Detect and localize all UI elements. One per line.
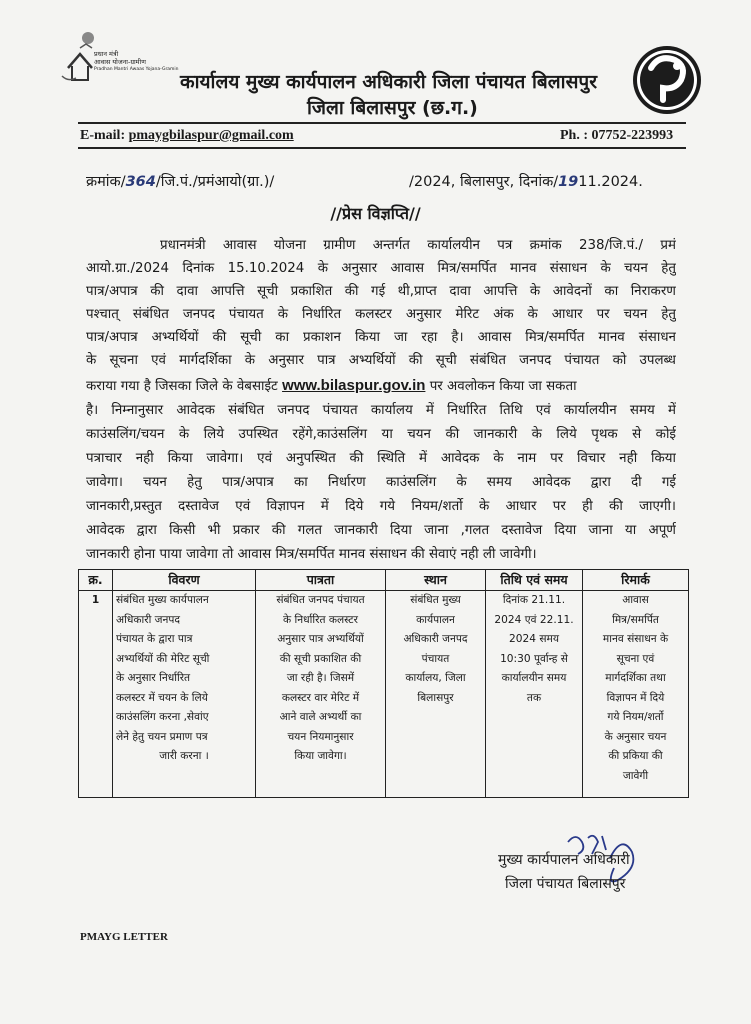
body-line: प्रधानमंत्री आवास योजना ग्रामीण अन्तर्गत कार्यालयीन पत्र क्रमांक 238/जि.पं./ प्रमं [160,238,676,253]
header-rule [78,122,686,124]
body-line: काउंसलिंग/चयन के लिये उपस्थित रहेंगे,काउंसलिंग या चयन की जानकारी के लिये पृथक से कोई [86,427,676,442]
body-line: जावेगा। चयन हेतु पात्र/अपात्र का निर्धारण काउंसलिंग के समय आवेदक द्वारा दी गई [86,475,676,490]
col-header-sn: क्र. [79,570,113,591]
body-line: के सूचना एवं मार्गदर्शिका के अनुसार पात्र अभ्यर्थियों की सूची संबंधित जनपद पंचायत को उपलब्ध [86,353,676,368]
district-title: जिला बिलासपुर (छ.ग.) [307,97,478,119]
col-header-sthan: स्थान [386,570,486,591]
cell-sn: 1 [79,591,113,798]
cell-tithi: दिनांक 21.11. 2024 एवं 22.11. 2024 समय 10:30 पूर्वान्ह से कार्यालयीन समय तक [486,591,583,798]
cell-vivaran: संबंधित मुख्य कार्यपालन अधिकारी जनपद पंचायत के द्वारा पात्र अभ्यर्थियों की मेरिट सूची के अनुसार निर्धारित कलस्टर में चयन के लिये काउंसलिंग करना ,सेवांए लेने हेतु चयन प्रमाण पत्र जारी करना । [113,591,256,798]
jila-panchayat-logo [631,44,703,116]
col-header-tithi: तिथि एवं समय [486,570,583,591]
email-line [80,128,294,144]
body-line: आयो.ग्रा./2024 दिनांक 15.10.2024 के अनुसार आवास मित्र/समर्पित मानव संसाधन के चयन हेतु [86,261,676,276]
pi-emblem-icon [631,44,703,116]
cell-patrata: संबंधित जनपद पंचायत के निर्धारित कलस्टर अनुसार पात्र अभ्यर्थियों की सूची प्रकाशित की जा रही है। जिसमें कलस्टर वार मेरिट में आने वाले अभ्यर्थी का चयन नियमानुसार किया जावेगा। [256,591,386,798]
cell-sthan: संबंधित मुख्य कार्यपालन अधिकारी जनपद पंचायत कार्यालय, जिला बिलासपुर [386,591,486,798]
table-row [79,591,689,798]
pmay-logo [58,28,179,98]
signatory-designation: मुख्य कार्यपालन अधिकारी [498,852,630,868]
office-title: कार्यालय मुख्य कार्यपालन अधिकारी जिला पंचायत बिलासपुर [180,71,597,93]
body-line-website: कराया गया है जिसका जिले के वेबसाईट www.bilaspur.gov.in पर अवलोकन किया जा सकता [86,377,577,394]
body-line: आवेदक द्वारा किसी भी प्रकार की गलत जानकारी दिया जाना ,गलत दस्तावेज दिया जाना या अपूर्ण [86,523,676,538]
body-line: पात्र/अपात्र अभ्यर्थियों की सूची का प्रकाशन किया जा रहा है। आवास मित्र/समर्पित मानव संसाधन [86,330,676,345]
cell-remark: आवास मित्र/समर्पित मानव संसाधन के सूचना एवं मार्गदर्शिका तथा विज्ञापन में दिये गये नियम/शर्तो के अनुसार चयन की प्रकिया की जावेगी [583,591,689,798]
handwritten-day: 19 [558,174,579,190]
col-header-patrata: पात्रता [256,570,386,591]
footer-label: PMAYG LETTER [80,931,168,943]
signatory-office: जिला पंचायत बिलासपुर [505,876,626,892]
press-release-title: //प्रेस विज्ञप्ति// [330,204,421,223]
col-header-vivaran: विवरण [113,570,256,591]
table-header-row [79,570,689,591]
col-header-remark: रिमार्क [583,570,689,591]
body-line: पश्चात् संबंधित जनपद पंचायत के निर्धारित कलस्टर अनुसार मेरिट अंक के आधार पर चयन हेतु [86,307,676,322]
body-line: जानकारी,प्रस्तुत दस्तावेज एवं विज्ञापन में दिये गये नियम/शर्तो के आधार पर ही की जाएगी। [86,499,676,514]
body-line: पात्र/अपात्र की दावा आपत्ति सूची प्रकाशित की गई थी,प्राप्त दावा आपत्ति के आवेदनों का निराकरण [86,284,676,299]
counselling-table [78,569,689,798]
logo-line-2: आवास योजना-ग्रामीण [94,58,146,66]
reference-date: /2024, बिलासपुर, दिनांक/1911.2024. [409,174,643,190]
body-line: है। निम्नानुसार आवेदक संबंधित जनपद पंचायत कार्यालय में निर्धारित तिथि एवं कार्यालयीन समय में [86,403,676,418]
contact-rule [78,147,686,149]
reference-number: क्रमांक/364/जि.पं./प्रमंआयो(ग्रा.)/ [86,174,275,190]
website-link[interactable]: www.bilaspur.gov.in [282,377,426,394]
phone-number: Ph. : 07752-223993 [560,128,674,143]
email-label: E-mail: [80,128,126,143]
handwritten-ref-number: 364 [125,174,156,190]
logo-line-3: Pradhan Mantri Awaas Yojana-Gramin [94,67,179,72]
body-line: पत्राचार नही किया जावेगा। एवं अनुपस्थित की स्थिति में आवेदक के नाम पर विचार नही किया [86,451,676,466]
logo-line-1: प्रधान मंत्री [94,50,119,58]
email-link[interactable]: pmaygbilaspur@gmail.com [128,128,294,143]
body-line: जानकारी होना पाया जावेगा तो आवास मित्र/समर्पित मानव संसाधन की सेवाएं नही ली जावेगी। [86,547,537,562]
